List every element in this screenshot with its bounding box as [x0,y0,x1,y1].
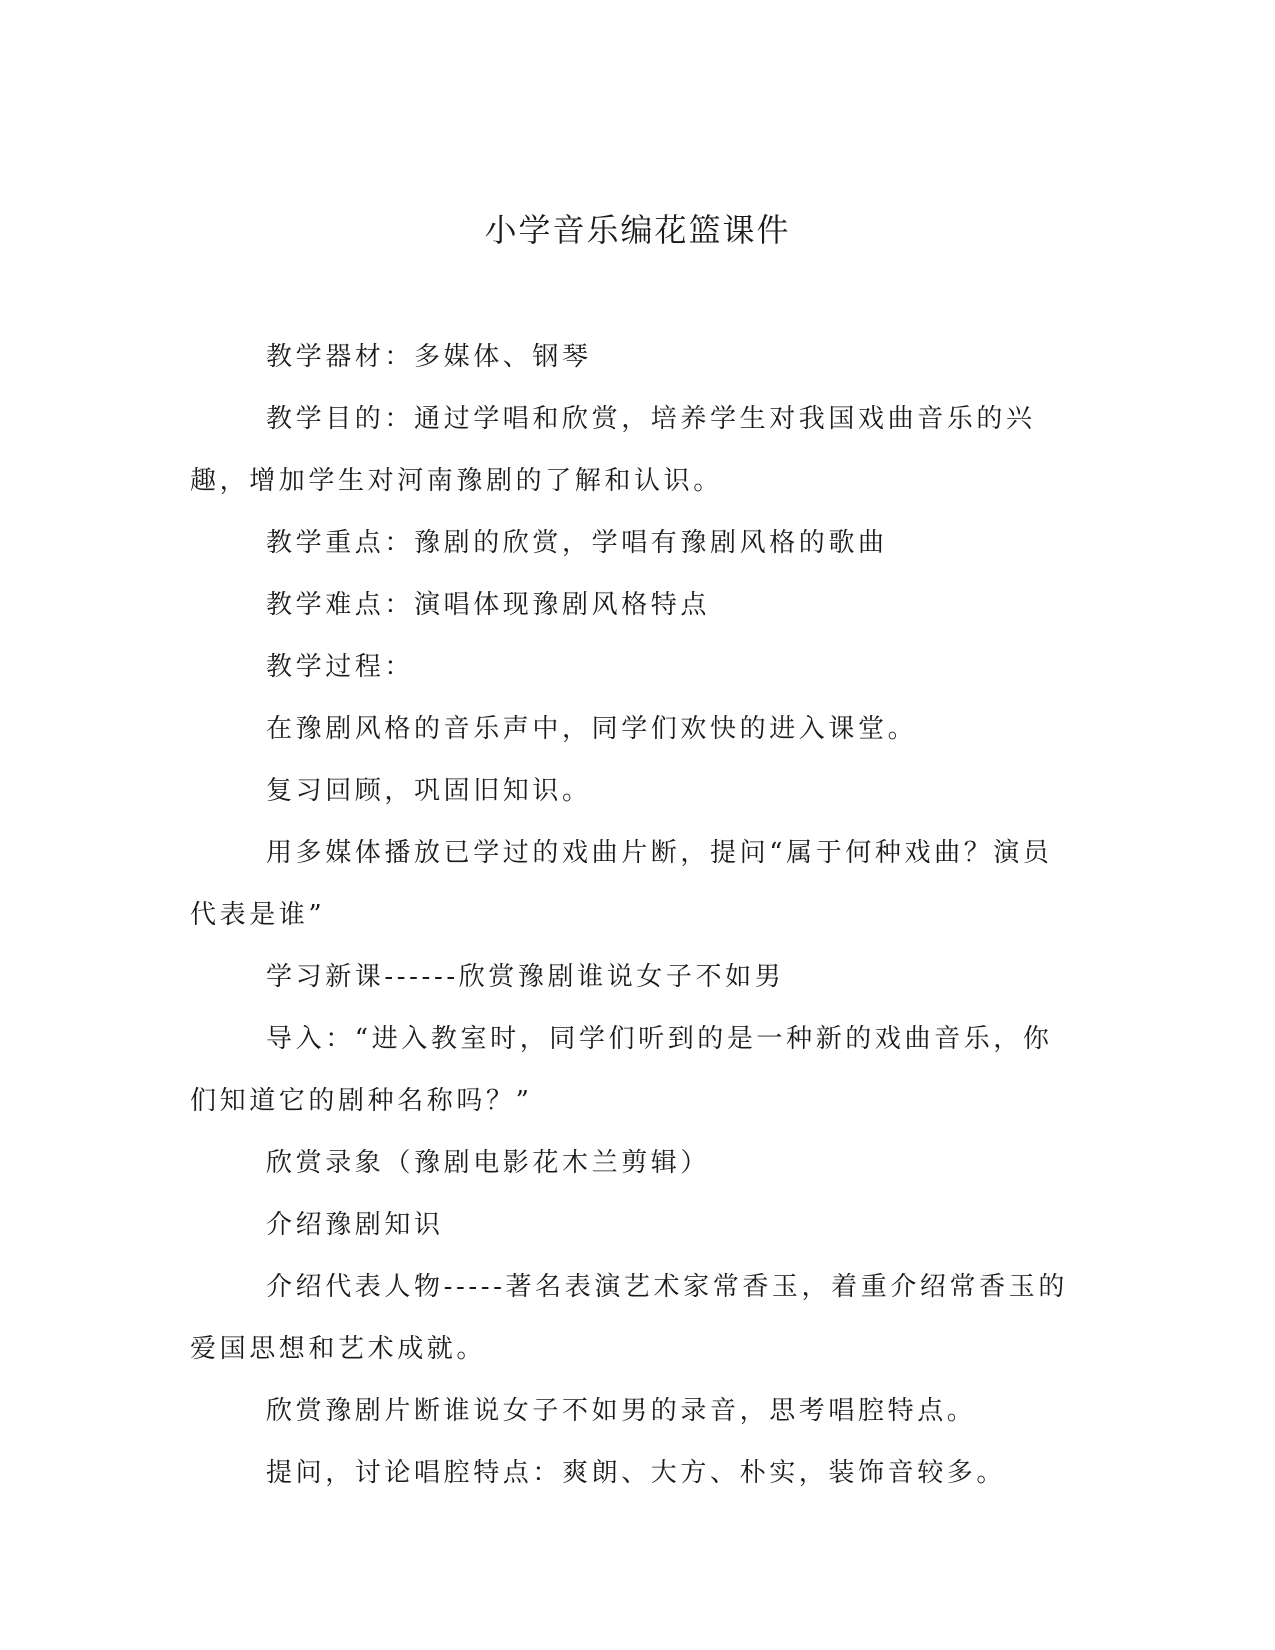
document-title: 小学音乐编花篮课件 [484,211,791,249]
paragraph-recording: 欣赏豫剧片断谁说女子不如男的录音，思考唱腔特点。 [266,1396,977,1426]
paragraph-video: 欣赏录象（豫剧电影花木兰剪辑） [266,1148,711,1178]
paragraph-opera-knowledge: 介绍豫剧知识 [266,1210,444,1240]
document-body [190,326,1070,1504]
paragraph-process-heading: 教学过程： [266,652,415,682]
paragraph-multimedia-question: 用多媒体播放已学过的戏曲片断，提问“属于何种戏曲？演员代表是谁” [190,838,1053,930]
paragraph-review: 复习回顾，巩固旧知识。 [266,776,592,806]
paragraph-difficulties: 教学难点：演唱体现豫剧风格特点 [266,590,711,620]
paragraph-key-points: 教学重点：豫剧的欣赏，学唱有豫剧风格的歌曲 [266,528,888,558]
paragraph-objectives: 教学目的：通过学唱和欣赏，培养学生对我国戏曲音乐的兴趣，增加学生对河南豫剧的了解和认识。 [190,404,1036,496]
paragraph-discussion: 提问，讨论唱腔特点：爽朗、大方、朴实，装饰音较多。 [266,1458,1007,1488]
paragraph-entry: 在豫剧风格的音乐声中，同学们欢快的进入课堂。 [266,714,918,744]
paragraph-introduction: 导入：“进入教室时，同学们听到的是一种新的戏曲音乐，你们知道它的剧种名称吗？” [190,1024,1053,1116]
paragraph-representative: 介绍代表人物-----著名表演艺术家常香玉，着重介绍常香玉的爱国思想和艺术成就。 [190,1272,1068,1364]
paragraph-new-lesson: 学习新课------欣赏豫剧谁说女子不如男 [266,962,785,992]
paragraph-materials: 教学器材：多媒体、钢琴 [266,342,592,372]
